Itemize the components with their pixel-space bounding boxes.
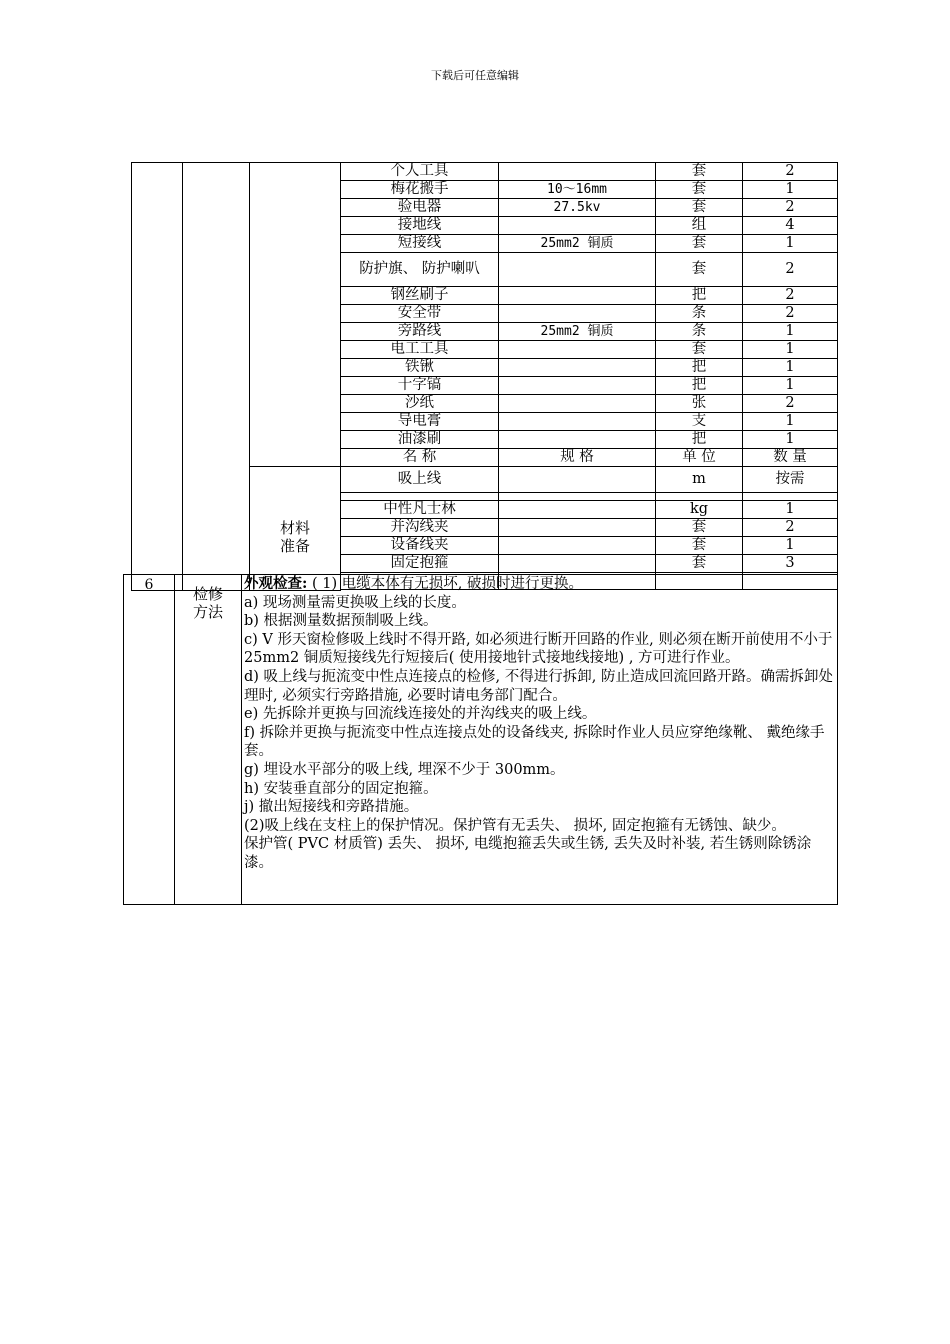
tool-name: 验电器 xyxy=(341,199,499,217)
tool-unit: 组 xyxy=(656,217,743,235)
tool-unit: 套 xyxy=(656,199,743,217)
method-line: c) V 形天窗检修吸上线时不得开路, 如必须进行断开回路的作业, 则必须在断开前使用不小于 25mm2 铜质短接线先行短接后( 使用接地针式接地线接地) , 方可进行作业。 xyxy=(244,631,833,667)
tool-name: 导电膏 xyxy=(341,413,499,431)
material-header-qty: 数 量 xyxy=(743,449,838,467)
tool-spec xyxy=(499,217,656,235)
tool-qty: 2 xyxy=(743,287,838,305)
method-intro-text: ( 1) 电缆本体有无损坏, 破损时进行更换。 xyxy=(307,576,583,592)
tool-unit: 套 xyxy=(656,235,743,253)
tool-spec xyxy=(499,341,656,359)
material-qty: 按需 xyxy=(743,467,838,493)
tool-name: 钢丝刷子 xyxy=(341,287,499,305)
tools-materials-table xyxy=(131,162,838,591)
method-line: f) 拆除并更换与扼流变中性点连接点处的设备线夹, 拆除时作业人员应穿绝缘靴、 戴绝缘手套。 xyxy=(244,724,825,760)
tool-qty: 1 xyxy=(743,235,838,253)
material-unit: 套 xyxy=(656,537,743,555)
tool-spec: 25mm2 铜质 xyxy=(499,323,656,341)
tools-label-cell xyxy=(250,163,341,467)
repair-method-table xyxy=(123,574,838,905)
material-spec xyxy=(499,501,656,519)
material-qty: 2 xyxy=(743,519,838,537)
material-qty: 1 xyxy=(743,537,838,555)
tool-qty: 2 xyxy=(743,305,838,323)
tool-name: 梅花搬手 xyxy=(341,181,499,199)
method-intro xyxy=(244,575,833,594)
tool-name: 油漆刷 xyxy=(341,431,499,449)
material-spec xyxy=(499,555,656,573)
material-name: 中性凡士林 xyxy=(341,501,499,519)
tool-name: 旁路线 xyxy=(341,323,499,341)
method-line: 保护管( PVC 材质管) 丢失、 损坏, 电缆抱箍丢失或生锈, 丢失及时补装, 若生锈则除锈涂漆。 xyxy=(244,836,812,871)
tool-spec xyxy=(499,431,656,449)
material-header-name: 名 称 xyxy=(341,449,499,467)
tool-unit: 条 xyxy=(656,305,743,323)
tool-name: 防护旗、 防护喇叭 xyxy=(341,253,499,287)
method-line: (2)吸上线在支柱上的保护情况。保护管有无丢失、 损坏, 固定抱箍有无锈蚀、缺少。 xyxy=(244,817,786,834)
tool-qty: 1 xyxy=(743,341,838,359)
method-line: e) 先拆除并更换与回流线连接处的并沟线夹的吸上线。 xyxy=(244,706,597,723)
tool-qty: 1 xyxy=(743,359,838,377)
tool-spec xyxy=(499,377,656,395)
tool-name: 短接线 xyxy=(341,235,499,253)
tool-unit: 把 xyxy=(656,359,743,377)
tool-spec xyxy=(499,413,656,431)
material-header-spec: 规 格 xyxy=(499,449,656,467)
method-content xyxy=(242,575,838,905)
tool-unit: 套 xyxy=(656,341,743,359)
material-unit: 套 xyxy=(656,519,743,537)
tool-spec xyxy=(499,395,656,413)
tool-qty: 1 xyxy=(743,377,838,395)
material-name: 固定抱箍 xyxy=(341,555,499,573)
material-qty: 1 xyxy=(743,501,838,519)
material-name: 设备线夹 xyxy=(341,537,499,555)
tool-qty: 4 xyxy=(743,217,838,235)
tool-qty: 2 xyxy=(743,253,838,287)
tool-spec: 10～16mm xyxy=(499,181,656,199)
method-line: j) 撤出短接线和旁路措施。 xyxy=(244,799,419,816)
tool-name: 铁锹 xyxy=(341,359,499,377)
tool-spec xyxy=(499,305,656,323)
method-line: d) 吸上线与扼流变中性点连接点的检修, 不得进行拆卸, 防止造成回流回路开路。确需拆卸处理时, 必须实行旁路措施, 必要时请电务部门配合。 xyxy=(244,668,833,704)
tool-unit: 条 xyxy=(656,323,743,341)
row-number: 6 xyxy=(124,575,175,905)
materials-label xyxy=(250,467,341,591)
method-line: b) 根据测量数据预制吸上线。 xyxy=(244,613,438,630)
material-spec xyxy=(499,537,656,555)
material-unit: m xyxy=(656,467,743,493)
tool-name: 个人工具 xyxy=(341,163,499,181)
tool-qty: 1 xyxy=(743,431,838,449)
tool-qty: 2 xyxy=(743,199,838,217)
tool-name: 十字镐 xyxy=(341,377,499,395)
tool-qty: 1 xyxy=(743,323,838,341)
material-spacer xyxy=(743,493,838,501)
material-spec xyxy=(499,467,656,493)
blank-col-1 xyxy=(132,163,183,591)
method-line: h) 安装垂直部分的固定抱箍。 xyxy=(244,780,438,797)
tool-unit: 把 xyxy=(656,431,743,449)
material-unit: kg xyxy=(656,501,743,519)
tool-qty: 1 xyxy=(743,413,838,431)
tool-spec xyxy=(499,359,656,377)
tool-spec xyxy=(499,163,656,181)
tool-unit: 把 xyxy=(656,287,743,305)
material-unit: 套 xyxy=(656,555,743,573)
tool-spec xyxy=(499,287,656,305)
material-qty: 3 xyxy=(743,555,838,573)
tool-spec: 27.5kv xyxy=(499,199,656,217)
method-line: g) 埋设水平部分的吸上线, 埋深不少于 300mm。 xyxy=(244,761,565,778)
materials-label-text: 材料准备 xyxy=(279,518,310,555)
tool-unit: 张 xyxy=(656,395,743,413)
method-label: 检修方法 xyxy=(192,585,223,621)
tool-name: 电工工具 xyxy=(341,341,499,359)
tool-name: 沙纸 xyxy=(341,395,499,413)
tool-qty: 2 xyxy=(743,163,838,181)
material-name: 吸上线 xyxy=(341,467,499,493)
material-header-unit: 单 位 xyxy=(656,449,743,467)
method-heading: 外观检查: xyxy=(244,575,308,592)
material-spacer xyxy=(499,493,656,501)
material-name: 并沟线夹 xyxy=(341,519,499,537)
page-header: 下载后可任意编辑 xyxy=(431,69,519,82)
material-spec xyxy=(499,519,656,537)
tool-qty: 1 xyxy=(743,181,838,199)
blank-col-2 xyxy=(183,163,250,591)
tool-unit: 套 xyxy=(656,163,743,181)
tool-spec xyxy=(499,253,656,287)
tool-unit: 套 xyxy=(656,181,743,199)
tool-name: 安全带 xyxy=(341,305,499,323)
material-spacer xyxy=(341,493,499,501)
tool-qty: 2 xyxy=(743,395,838,413)
material-spacer xyxy=(656,493,743,501)
method-label-cell xyxy=(175,575,242,905)
tool-unit: 支 xyxy=(656,413,743,431)
tool-name: 接地线 xyxy=(341,217,499,235)
tool-unit: 把 xyxy=(656,377,743,395)
tool-unit: 套 xyxy=(656,253,743,287)
method-line: a) 现场测量需更换吸上线的长度。 xyxy=(244,594,466,611)
tool-spec: 25mm2 铜质 xyxy=(499,235,656,253)
